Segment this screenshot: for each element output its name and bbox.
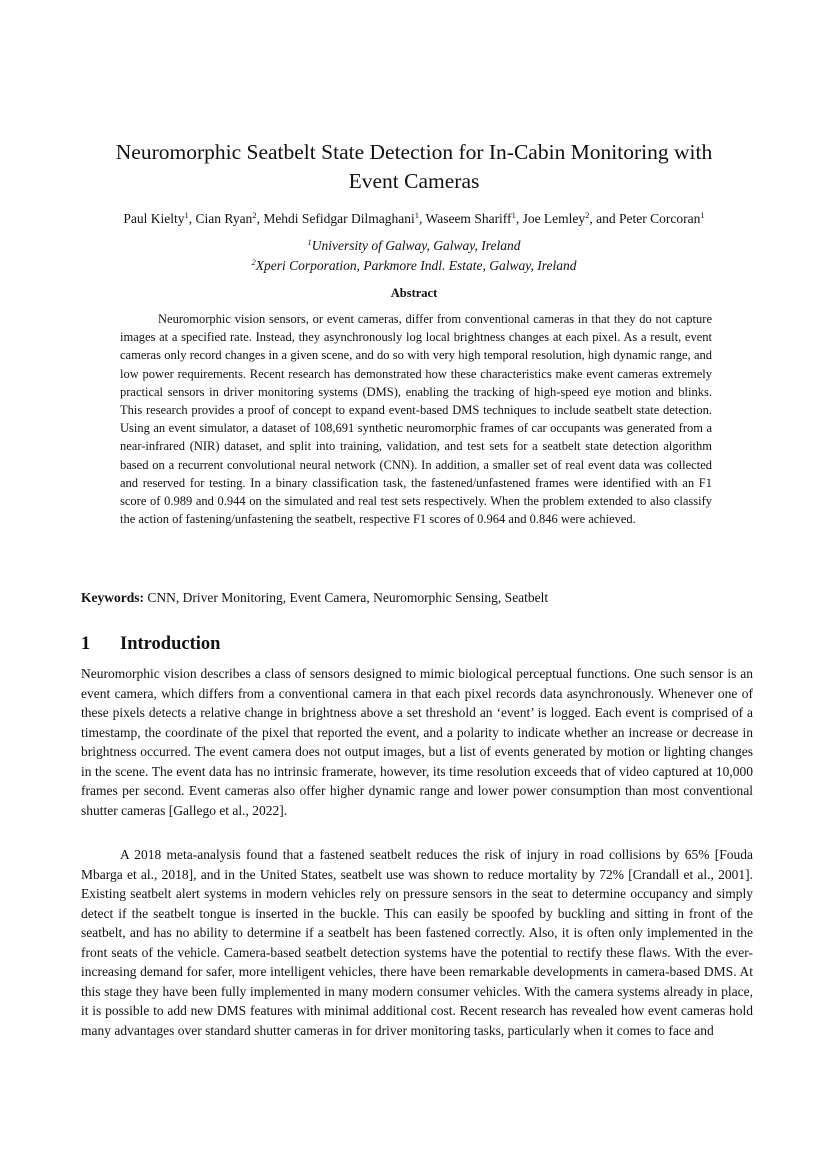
author-separator: , <box>256 211 264 226</box>
affiliation-mark: 1 <box>414 210 420 220</box>
author-name: Mehdi Sefidgar Dilmaghani <box>263 211 415 226</box>
intro-paragraph-2: A 2018 meta-analysis found that a fastened seatbelt reduces the risk of injury in road collisions by 65% [Fouda Mbarga et al., 2018], and in the United States, seatbelt use was shown to reduce mortality by 72% [Crandall et al., 2001]. Existing seatbelt alert systems in modern vehicles rely on pressure sensors in the seat to determine occupancy and simply detect if the seatbelt tongue is inserted in the buckle. This can easily be spoofed by buckling and sitting in front of the seatbelt, and has no ability to determine if a seatbelt has been fastened correctly. Also, it is often only implemented in the front seats of the vehicle. Camera-based seatbelt detection systems have the potential to rectify these flaws. With the ever-increasing demand for safer, more intelligent vehicles, there have been remarkable developments in camera-based DMS. At this stage they have been fully implemented in many modern consumer vehicles. With the camera systems already in place, it is possible to add new DMS features with minimal additional cost. Recent research has revealed how event cameras hold many advantages over standard shutter cameras in for driver monitoring tasks, particularly when it comes to face and <box>81 847 753 1038</box>
paper-title <box>80 138 748 196</box>
title-line-1: Neuromorphic Seatbelt State Detection for In-Cabin Monitoring with <box>115 140 713 164</box>
author-separator: , <box>188 211 196 226</box>
affiliation-mark: 1 <box>700 210 705 220</box>
author-separator: , <box>515 211 523 226</box>
author-name: Cian Ryan <box>195 211 253 226</box>
author-name: Waseem Shariff <box>425 211 512 226</box>
affiliation-2 <box>80 257 748 275</box>
affiliation-mark: 2 <box>251 257 256 267</box>
title-line-2: Event Cameras <box>348 169 480 193</box>
keywords-line <box>81 589 761 607</box>
author-name: Paul Kielty <box>123 211 185 226</box>
affiliation-text: University of Galway, Galway, Ireland <box>311 238 521 253</box>
affiliation-1 <box>80 237 748 255</box>
section-heading-introduction <box>81 633 220 655</box>
abstract-heading: Abstract <box>390 286 438 300</box>
affiliation-mark: 1 <box>184 210 189 220</box>
intro-paragraph-1: Neuromorphic vision describes a class of sensors designed to mimic biological perceptual functions. One such sensor is an event camera, which differs from a conventional camera in that each pixel records data asynchronously. Whenever one of these pixels detects a relative change in brightness above a set threshold an ‘event’ is logged. Each event is comprised of a timestamp, the coordinate of the pixel that reported the event, and a polarity to indicate whether an increase or decrease in brightness occurred. The event camera does not output images, but a list of events generated by motion or lighting changes in the scene. The event data has no intrinsic framerate, however, its time resolution exceeds that of video captured at 10,000 frames per second. Event cameras also offer higher dynamic range and lower power consumption than most conventional shutter cameras [Gallego et al., 2022]. <box>81 666 753 818</box>
author-list <box>60 210 768 228</box>
keywords-label: Keywords: <box>81 590 144 605</box>
affiliation-mark: 1 <box>511 210 516 220</box>
author-separator: , and <box>589 211 620 226</box>
affiliation-mark: 2 <box>252 210 257 220</box>
abstract-text: Neuromorphic vision sensors, or event cameras, differ from conventional cameras in that they do not capture images at a specified rate. Instead, they asynchronously log local brightness changes at each pixel. As a result, event cameras only record changes in a given scene, and do so with very high temporal resolution, high dynamic range, and low power requirements. Recent research has demonstrated how these characteristics make event cameras extremely practical sensors in driver monitoring systems (DMS), enabling the tracking of high-speed eye motion and blinks. This research provides a proof of concept to expand event-based DMS techniques to include seatbelt state detection. Using an event simulator, a dataset of 108,691 synthetic neuromorphic frames of car occupants was generated from a near-infrared (NIR) dataset, and split into training, validation, and test sets for a seatbelt state detection algorithm based on a recurrent convolutional neural network (CNN). In addition, a smaller set of real event data was collected and reserved for testing. In a binary classification task, the fastened/unfastened frames were identified with an F1 score of 0.989 and 0.944 on the simulated and real test sets respectively. When the problem extended to also classify the action of fastening/unfastening the seatbelt, respective F1 scores of 0.964 and 0.846 were achieved. <box>120 312 712 527</box>
author-name: Peter Corcoran <box>619 211 701 226</box>
section-title: Introduction <box>120 634 221 654</box>
affiliation-mark: 1 <box>307 237 312 247</box>
author-name: Joe Lemley <box>522 211 586 226</box>
section-number: 1 <box>81 634 91 654</box>
author-separator: , <box>419 211 426 226</box>
affiliation-text: Xperi Corporation, Parkmore Indl. Estate, Galway, Ireland <box>255 258 577 273</box>
keywords-list: CNN, Driver Monitoring, Event Camera, Neuromorphic Sensing, Seatbelt <box>144 590 549 605</box>
affiliation-mark: 2 <box>585 210 590 220</box>
